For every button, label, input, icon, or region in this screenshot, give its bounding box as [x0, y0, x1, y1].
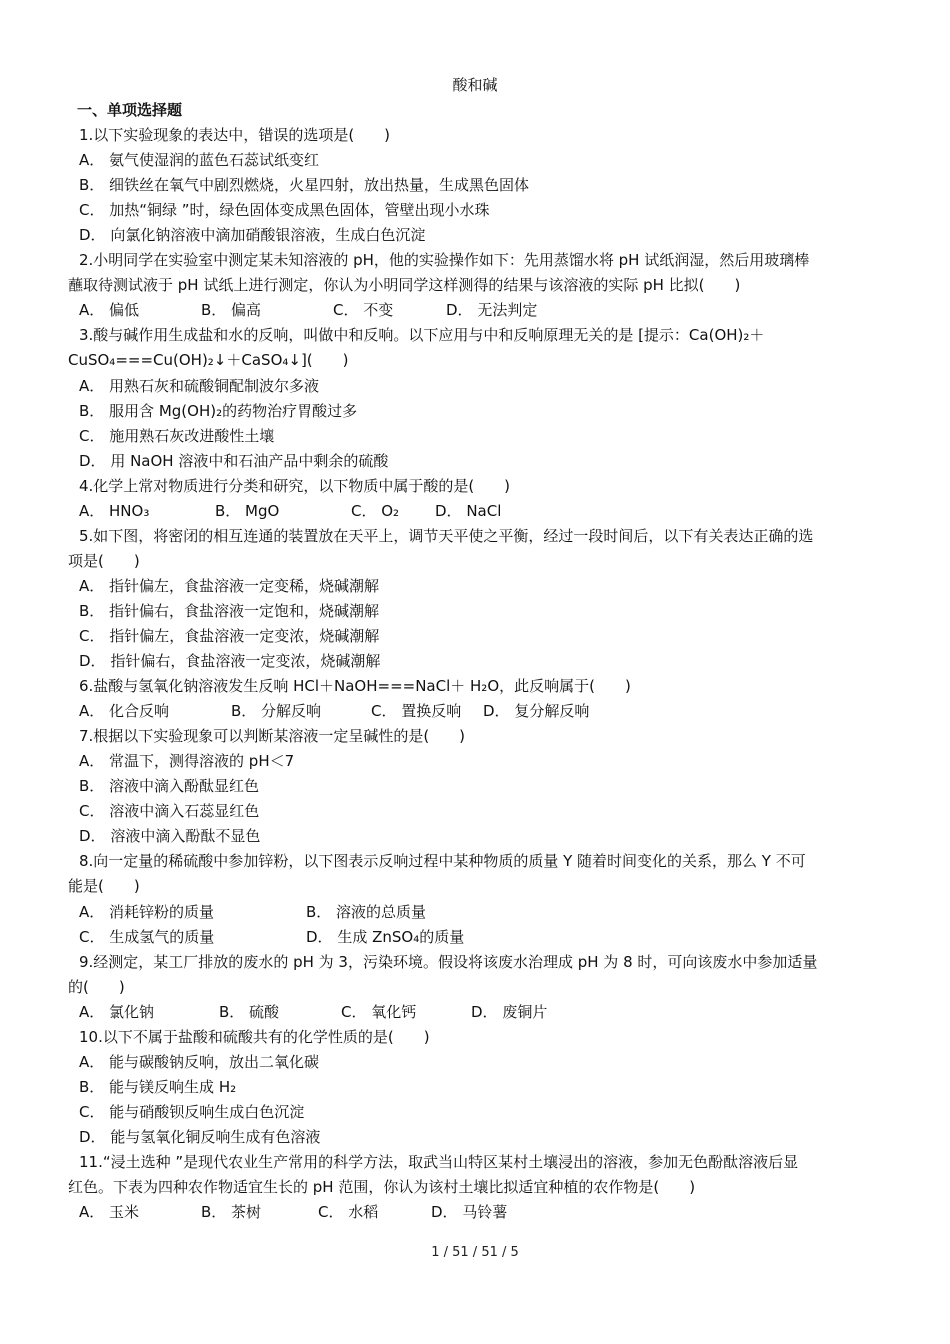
answer-option: B． 偏高	[201, 301, 262, 320]
question-continuation: 项是( )	[68, 551, 140, 570]
answer-option: C． 加热“铜绿 ”时，绿色固体变成黑色固体，管壁出现小水珠	[79, 201, 490, 220]
answer-option: D． 复分解反响	[483, 702, 590, 721]
option-row	[68, 1200, 886, 1225]
answer-option: C． 生成氢气的质量	[79, 927, 215, 946]
answer-option: A． 消耗锌粉的质量	[79, 902, 215, 921]
question-line: 7.根据以下实验现象可以判断某溶液一定呈碱性的是( )	[79, 727, 466, 746]
answer-option: D． 能与氢氧化铜反响生成有色溶液	[79, 1127, 321, 1146]
question-line: 9.经测定，某工厂排放的废水的 pH 为 3，污染环境。假设将该废水治理成 pH 为 8 时，可向该废水中参加适量	[79, 952, 818, 971]
answer-option: D． 马铃薯	[431, 1203, 508, 1222]
answer-option: A． 常温下，测得溶液的 pH＜7	[79, 752, 295, 771]
question-list	[68, 98, 886, 1225]
question-line: 11.“浸土选种 ”是现代农业生产常用的科学方法，取武当山特区某村土壤浸出的溶液，参加无色酚酞溶液后显	[79, 1152, 799, 1171]
option-row	[68, 1100, 886, 1125]
answer-option: B． 茶树	[201, 1203, 262, 1222]
question-continuation: 蘸取待测试液于 pH 试纸上进行测定，你认为小明同学这样测得的结果与该溶液的实际 pH 比拟( )	[68, 276, 741, 295]
question-line: 5.如下图，将密闭的相互连通的装置放在天平上，调节天平使之平衡，经过一段时间后，以下有关表达正确的选	[79, 526, 814, 545]
question-line: 1.以下实验现象的表达中，错误的选项是( )	[79, 126, 391, 145]
option-row	[68, 1075, 886, 1100]
option-row	[68, 1125, 886, 1150]
question-continuation: 的( )	[68, 977, 125, 996]
answer-option: A． 氨气使湿润的蓝色石蕊试纸变红	[79, 151, 320, 170]
option-row	[68, 298, 886, 323]
question-line: 4.化学上常对物质进行分类和研究，以下物质中属于酸的是( )	[79, 476, 511, 495]
option-row	[68, 223, 886, 248]
answer-option: D． 溶液中滴入酚酞不显色	[79, 827, 261, 846]
answer-option: D． 生成 ZnSO₄的质量	[306, 927, 465, 946]
answer-option: B． 细铁丝在氧气中剧烈燃烧，火星四射，放出热量，生成黑色固体	[79, 176, 530, 195]
answer-option: A． 能与碳酸钠反响，放出二氧化碳	[79, 1052, 320, 1071]
answer-option: D． 向氯化钠溶液中滴加硝酸银溶液，生成白色沉淀	[79, 226, 426, 245]
answer-option: A． 偏低	[79, 301, 140, 320]
option-row	[68, 649, 886, 674]
option-row	[68, 699, 886, 724]
option-row	[68, 574, 886, 599]
question-line: 10.以下不属于盐酸和硫酸共有的化学性质的是( )	[79, 1027, 430, 1046]
section-heading: 一、单项选择题	[77, 101, 183, 119]
option-row	[68, 374, 886, 399]
answer-option: B． 溶液的总质量	[306, 902, 427, 921]
answer-option: A． 用熟石灰和硫酸铜配制波尔多液	[79, 376, 320, 395]
question-line: 8.向一定量的稀硫酸中参加锌粉，以下图表示反响过程中某种物质的质量 Y 随着时间变化的关系，那么 Y 不可	[79, 852, 806, 871]
question-line: 3.酸与碱作用生成盐和水的反响，叫做中和反响。以下应用与中和反响原理无关的是 [提示：Ca(OH)₂＋	[79, 326, 765, 345]
answer-option: C． 施用熟石灰改进酸性土壤	[79, 426, 275, 445]
option-row	[68, 148, 886, 173]
question-continuation: 红色。下表为四种农作物适宜生长的 pH 范围，你认为该村土壤比拟适宜种植的农作物是( )	[68, 1178, 696, 1197]
answer-option: A． 化合反响	[79, 702, 170, 721]
page-title: 酸和碱	[452, 76, 498, 94]
answer-option: C． 指针偏左，食盐溶液一定变浓，烧碱潮解	[79, 626, 380, 645]
option-row	[68, 749, 886, 774]
answer-option: C． 溶液中滴入石蕊显红色	[79, 802, 260, 821]
question-line: 6.盐酸与氢氧化钠溶液发生反响 HCl＋NaOH===NaCl＋ H₂O，此反响属于( )	[79, 677, 631, 696]
answer-option: D． 无法判定	[446, 301, 538, 320]
question-continuation: CuSO₄===Cu(OH)₂↓＋CaSO₄↓]( )	[68, 351, 349, 370]
option-row	[68, 1000, 886, 1025]
answer-option: B． 分解反响	[231, 702, 322, 721]
answer-option: D． NaCl	[435, 501, 502, 520]
answer-option: A． 指针偏左，食盐溶液一定变稀，烧碱潮解	[79, 576, 380, 595]
page-number: 1 / 51 / 51 / 5	[431, 1245, 519, 1260]
option-row	[68, 173, 886, 198]
option-row	[68, 799, 886, 824]
option-row	[68, 424, 886, 449]
answer-option: A． 氯化钠	[79, 1002, 155, 1021]
answer-option: B． 服用含 Mg(OH)₂的药物治疗胃酸过多	[79, 401, 358, 420]
question-continuation: 能是( )	[68, 877, 140, 896]
answer-option: D． 废铜片	[471, 1002, 548, 1021]
option-row	[68, 1050, 886, 1075]
answer-option: D． 指针偏右，食盐溶液一定变浓，烧碱潮解	[79, 652, 381, 671]
answer-option: C． 不变	[333, 301, 394, 320]
option-row	[68, 824, 886, 849]
option-row	[68, 774, 886, 799]
answer-option: B． 指针偏右，食盐溶液一定饱和，烧碱潮解	[79, 601, 380, 620]
option-row	[68, 499, 886, 524]
answer-option: B． 能与镁反响生成 H₂	[79, 1077, 237, 1096]
option-row	[68, 599, 886, 624]
answer-option: A． HNO₃	[79, 501, 150, 520]
option-row	[68, 900, 886, 925]
answer-option: C． 氧化钙	[341, 1002, 417, 1021]
answer-option: C． O₂	[351, 501, 400, 520]
option-row	[68, 399, 886, 424]
option-row	[68, 198, 886, 223]
answer-option: C． 水稻	[318, 1203, 379, 1222]
answer-option: C． 置换反响	[371, 702, 462, 721]
answer-option: B． 硫酸	[219, 1002, 280, 1021]
option-row	[68, 624, 886, 649]
answer-option: D． 用 NaOH 溶液中和石油产品中剩余的硫酸	[79, 451, 389, 470]
answer-option: B． MgO	[215, 501, 280, 520]
answer-option: B． 溶液中滴入酚酞显红色	[79, 777, 260, 796]
option-row	[68, 449, 886, 474]
option-row	[68, 925, 886, 950]
answer-option: C． 能与硝酸钡反响生成白色沉淀	[79, 1102, 305, 1121]
question-line: 2.小明同学在实验室中测定某未知溶液的 pH，他的实验操作如下：先用蒸馏水将 pH 试纸润湿，然后用玻璃棒	[79, 251, 810, 270]
answer-option: A． 玉米	[79, 1203, 140, 1222]
